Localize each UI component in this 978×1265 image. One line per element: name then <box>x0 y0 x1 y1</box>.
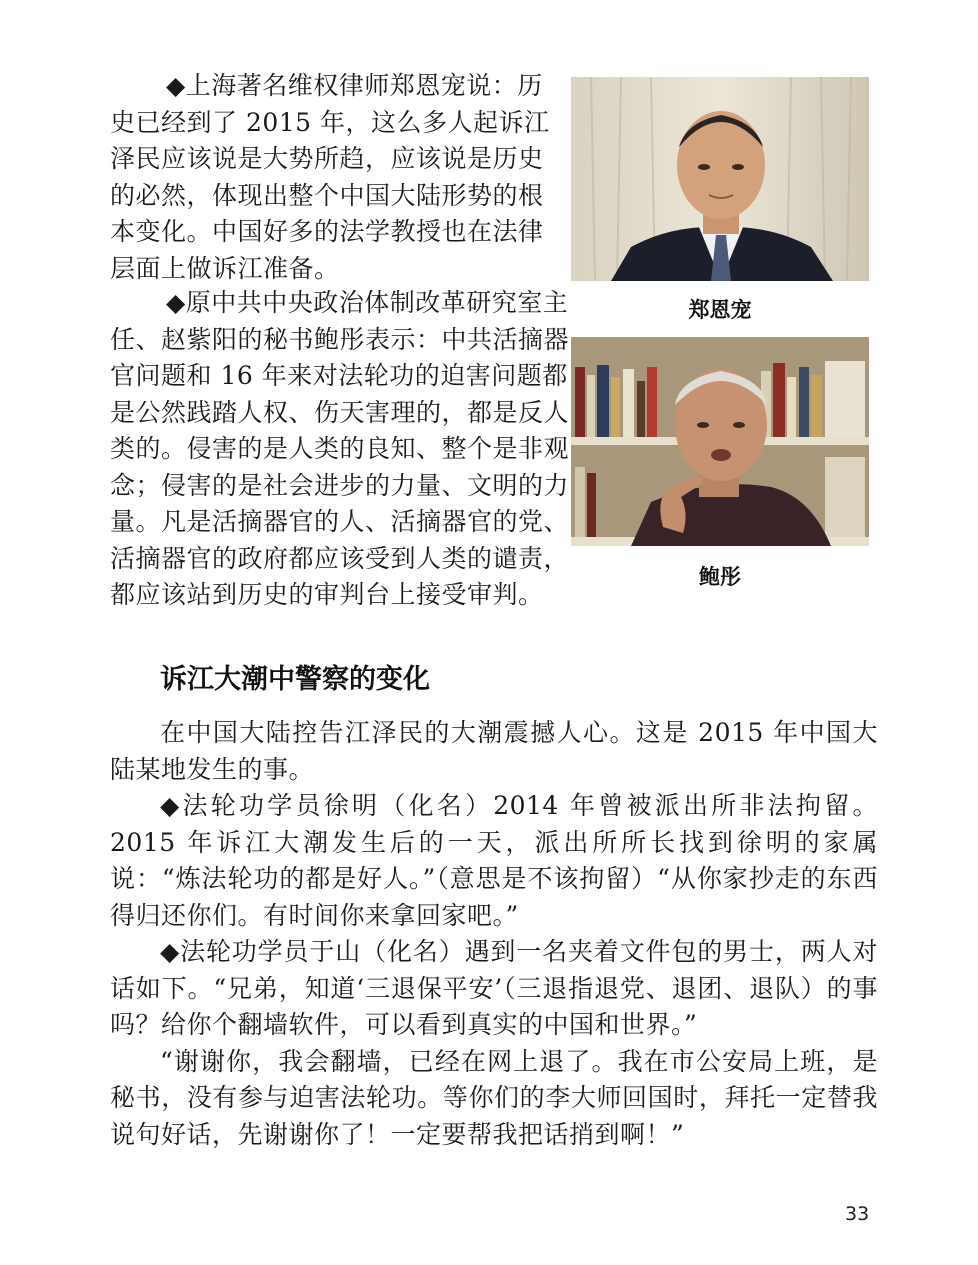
bao-tong-photo <box>571 337 869 546</box>
body-paragraph-yu-shan: ◆法轮功学员于山（化名）遇到一名夹着文件包的男士，两人对话如下。“兄弟，知道‘三退保平安’（三退指退党、退团、退队）的事吗？给你个翻墙软件，可以看到真实的中国和世界。” <box>110 937 878 1039</box>
bao-tong-quote: ◆原中共中央政治体制改革研究室主任、赵紫阳的秘书鲍彤表示：中共活摘器官问题和 16 年来对法轮功的迫害问题都是公然践踏人权、伤天害理的，都是反人类的。侵害的是人类的良知、整个是非观念；侵害的是社会进步的力量、文明的力量。凡是活摘器官的人、活摘器官的党、活摘器官的政府都应该受到人类的谴责，都应该站到历史的审判台上接受审判。 <box>110 288 570 609</box>
zheng-enchong-photo <box>571 77 869 281</box>
body-paragraph-secretary-reply: “谢谢你，我会翻墙，已经在网上退了。我在市公安局上班，是秘书，没有参与迫害法轮功。等你们的李大师回国时，拜托一定替我说句好话，先谢谢你了！一定要帮我把话捎到啊！” <box>110 1046 878 1149</box>
body-paragraph-xu-ming: ◆法轮功学员徐明（化名）2014 年曾被派出所非法拘留。2015 年诉江大潮发生后的一天，派出所所长找到徐明的家属说：“炼法轮功的都是好人。”（意思是不该拘留）“从你家抄走的东西得归还你们。有时间你来拿回家吧。” <box>110 791 878 930</box>
body-paragraph-intro: 在中国大陆控告江泽民的大潮震撼人心。这是 2015 年中国大陆某地发生的事。 <box>110 718 878 784</box>
photo1-caption: 郑恩宠 <box>688 298 752 322</box>
article-body <box>110 715 878 1153</box>
zheng-enchong-quote: ◆上海著名维权律师郑恩宠说：历史已经到了 2015 年，这么多人起诉江泽民应该说是大势所趋，应该说是历史的必然，体现出整个中国大陆形势的根本变化。中国好多的法学教授也在法律层面上做诉江准备。 <box>110 71 550 283</box>
photo2-caption: 鲍彤 <box>699 565 741 589</box>
section-heading: 诉江大潮中警察的变化 <box>160 664 430 695</box>
page-number: 33 <box>845 1203 870 1225</box>
